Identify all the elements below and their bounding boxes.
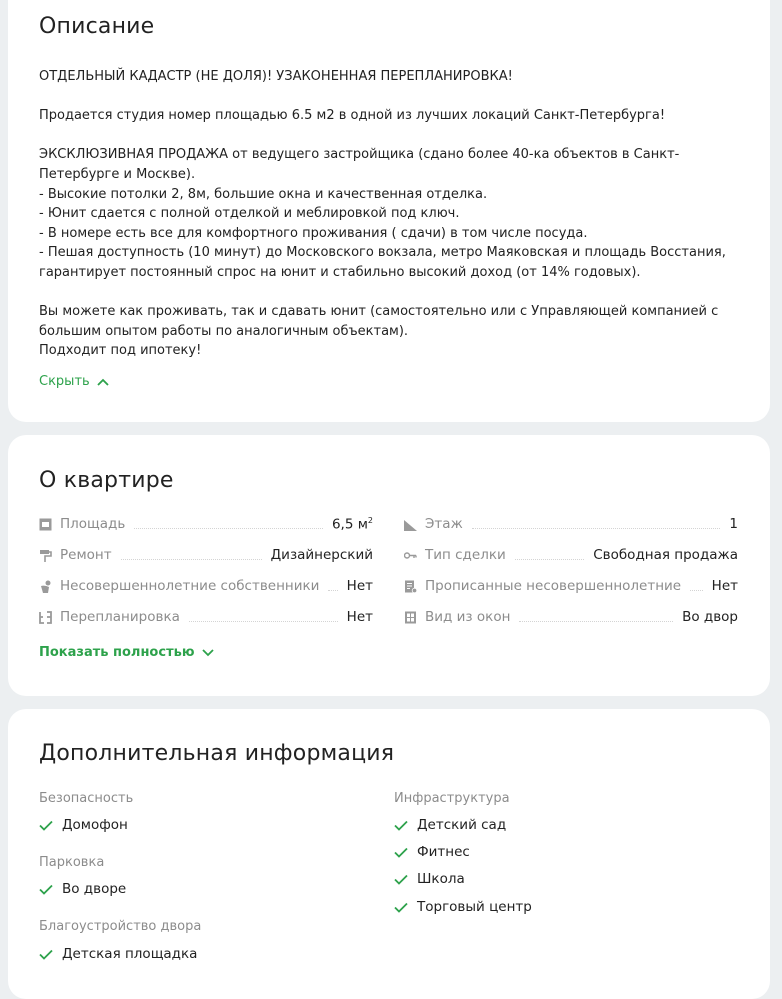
check-icon — [394, 874, 408, 885]
param-label: Вид из окон — [425, 609, 511, 625]
param-label: Тип сделки — [425, 547, 506, 563]
chevron-down-icon — [202, 649, 214, 657]
param-deal-type — [404, 545, 738, 565]
feature-item: Домофон — [39, 817, 128, 833]
roller-icon — [39, 549, 52, 562]
plan-icon — [39, 611, 52, 624]
hide-label: Скрыть — [39, 374, 90, 389]
key-icon — [404, 549, 417, 562]
child-icon — [39, 580, 52, 593]
window-icon — [404, 611, 417, 624]
area-icon — [39, 518, 52, 531]
group-title-security: Безопасность — [39, 791, 134, 806]
check-icon — [394, 847, 408, 858]
check-icon — [39, 820, 53, 831]
feature-item: Торговый центр — [394, 899, 532, 915]
param-label: Перепланировка — [60, 609, 180, 625]
chevron-up-icon — [97, 378, 109, 386]
description-paragraph: ОТДЕЛЬНЫЙ КАДАСТР (НЕ ДОЛЯ)! УЗАКОНЕННАЯ ПЕРЕПЛАНИРОВКА! — [39, 69, 513, 84]
param-label: Прописанные несовершеннолетние — [425, 578, 682, 594]
feature-item: Во дворе — [39, 881, 126, 897]
check-icon — [394, 902, 408, 913]
description-paragraph: ЭКСКЛЮЗИВНАЯ ПРОДАЖА от ведущего застройщика (сдано более 40-ка объектов в Санкт-Петербурге и Москве). — [39, 147, 680, 182]
feature-item: Детский сад — [394, 817, 506, 833]
group-title-infrastructure: Инфраструктура — [394, 791, 510, 806]
description-title: Описание — [39, 14, 155, 39]
description-paragraph: Подходит под ипотеку! — [39, 343, 202, 359]
param-floor — [404, 514, 738, 534]
floor-icon — [404, 518, 417, 531]
param-minor-owners — [39, 576, 373, 596]
additional-info-card — [8, 709, 770, 999]
check-icon — [394, 820, 408, 831]
param-label: Этаж — [425, 516, 463, 532]
param-label: Площадь — [60, 516, 126, 532]
document-icon — [404, 580, 417, 593]
feature-item: Фитнес — [394, 844, 470, 860]
description-paragraph: - В номере есть все для комфортного проживания ( сдачи) в том числе посуда. — [39, 225, 588, 241]
feature-item: Школа — [394, 871, 465, 887]
param-value: Нет — [346, 578, 373, 594]
description-paragraph: Продается студия номер площадью 6.5 м2 в одной из лучших локаций Санкт-Петербурга! — [39, 108, 666, 124]
param-value: Свободная продажа — [593, 547, 738, 563]
param-replanning — [39, 607, 373, 627]
group-title-yard: Благоустройство двора — [39, 919, 202, 934]
param-label: Ремонт — [60, 547, 112, 563]
feature-item: Детская площадка — [39, 946, 197, 962]
apartment-title: О квартире — [39, 468, 174, 493]
group-title-parking: Парковка — [39, 855, 105, 870]
param-label: Несовершеннолетние собственники — [60, 578, 320, 594]
additional-info-title: Дополнительная информация — [39, 741, 395, 766]
check-icon — [39, 949, 53, 960]
param-window-view — [404, 607, 738, 627]
description-paragraph: - Юнит сдается с полной отделкой и меблировкой под ключ. — [39, 206, 460, 222]
param-value: 6,5 $м^2$ — [331, 515, 373, 533]
param-area — [39, 514, 373, 534]
description-paragraph: Вы можете как проживать, так и сдавать юнит (самостоятельно или с Управляющей компанией с большим опытом работы по аналогичным объектам). — [39, 304, 719, 339]
description-text — [39, 67, 739, 361]
param-value: 1 — [729, 516, 738, 532]
param-registered-minors — [404, 576, 738, 596]
show-full-link[interactable] — [39, 645, 214, 660]
param-value: Во двор — [682, 609, 738, 625]
param-value: Дизайнерский — [270, 547, 373, 563]
description-paragraph: - Пешая доступность (10 минут) до Московского вокзала, метро Маяковская и площадь Восстания, гарантирует постоянный спрос на юнит и стабильно высокий доход (от 14% годовых). — [39, 245, 726, 280]
param-value: Нет — [711, 578, 738, 594]
param-renovation — [39, 545, 373, 565]
apartment-card — [8, 435, 770, 696]
hide-description-link[interactable] — [39, 374, 109, 389]
check-icon — [39, 884, 53, 895]
description-paragraph: - Высокие потолки 2, 8м, большие окна и качественная отделка. — [39, 186, 488, 202]
param-value: Нет — [346, 609, 373, 625]
show-full-label: Показать полностью — [39, 645, 195, 660]
description-card — [8, 0, 770, 422]
